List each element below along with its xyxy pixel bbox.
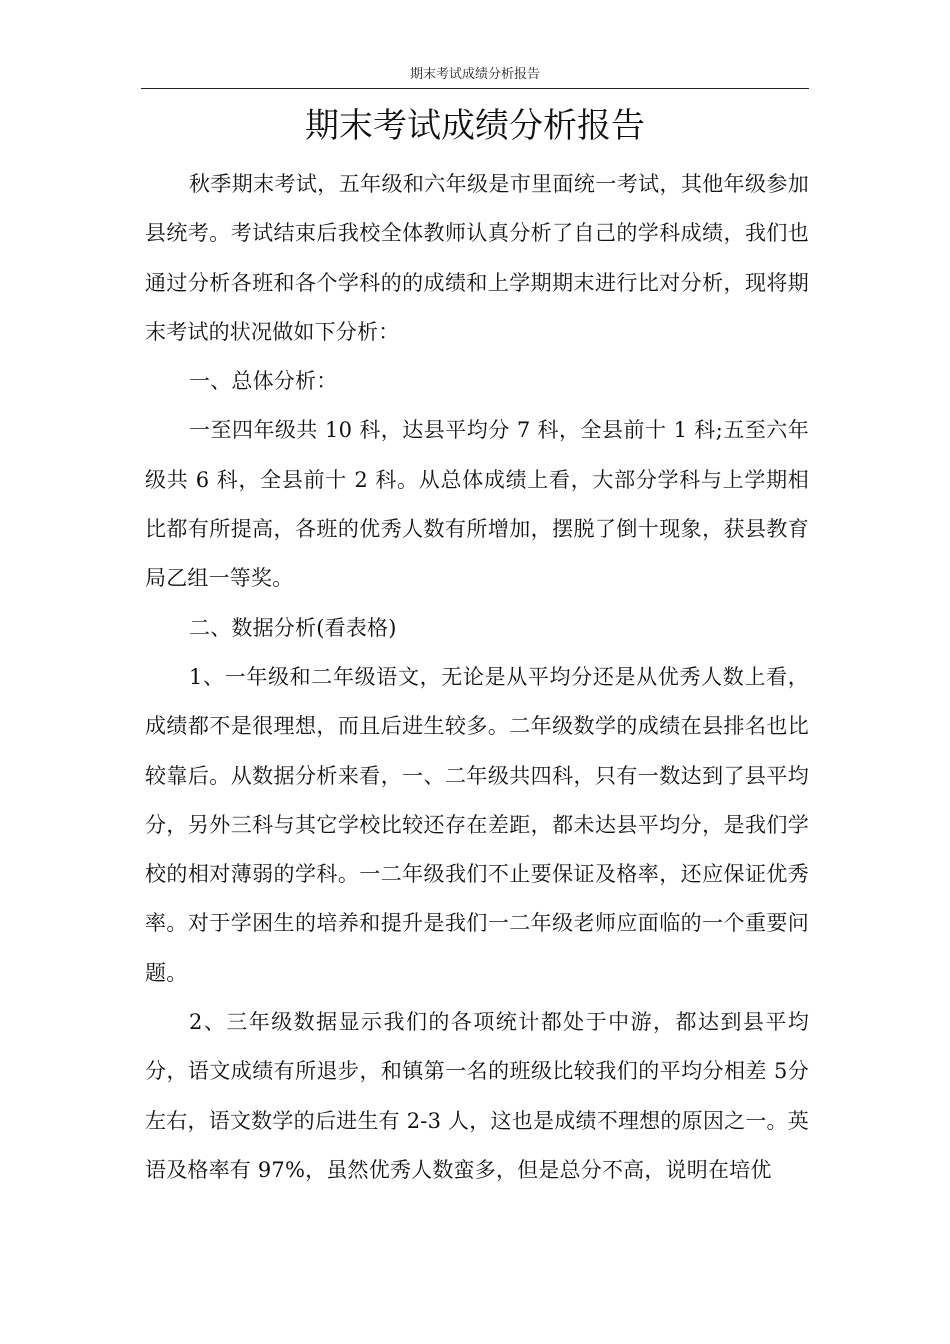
section-heading-data: 二、数据分析(看表格) [189, 615, 397, 640]
section-heading-overall: 一、总体分析： [189, 369, 338, 394]
document-body [145, 160, 809, 1195]
header-divider [141, 88, 809, 89]
document-title: 期末考试成绩分析报告 [305, 106, 645, 146]
running-header: 期末考试成绩分析报告 [409, 67, 540, 82]
grade-1-2-paragraph: 1、一年级和二年级语文，无论是从平均分还是从优秀人数上看，成绩都不是很理想，而且后进生较多。二年级数学的成绩在县排名也比较靠后。从数据分析来看，一、二年级共四科，只有一数达到了县平均分，另外三科与其它学校比较还存在差距，都未达县平均分，是我们学校的相对薄弱的学科。一二年级我们不止要保证及格率，还应保证优秀率。对于学困生的培养和提升是我们一二年级老师应面临的一个重要问题。 [145, 664, 809, 985]
grade-3-paragraph: 2、三年级数据显示我们的各项统计都处于中游，都达到县平均分，语文成绩有所退步，和镇第一名的班级比较我们的平均分相差 5分左右，语文数学的后进生有 2-3 人，这也是成绩不理想的原因之一。英语及格率有 97%，虽然优秀人数蛮多，但是总分不高，说明在培优 [145, 1010, 809, 1182]
intro-paragraph: 秋季期末考试，五年级和六年级是市里面统一考试，其他年级参加县统考。考试结束后我校全体教师认真分析了自己的学科成绩，我们也通过分析各班和各个学科的的成绩和上学期期末进行比对分析，现将期末考试的状况做如下分析： [145, 172, 809, 344]
overall-analysis-paragraph: 一至四年级共 10 科，达县平均分 7 科，全县前十 1 科;五至六年级共 6 科，全县前十 2 科。从总体成绩上看，大部分学科与上学期相比都有所提高，各班的优秀人数有所增加，摆脱了倒十现象，获县教育局乙组一等奖。 [145, 418, 809, 591]
